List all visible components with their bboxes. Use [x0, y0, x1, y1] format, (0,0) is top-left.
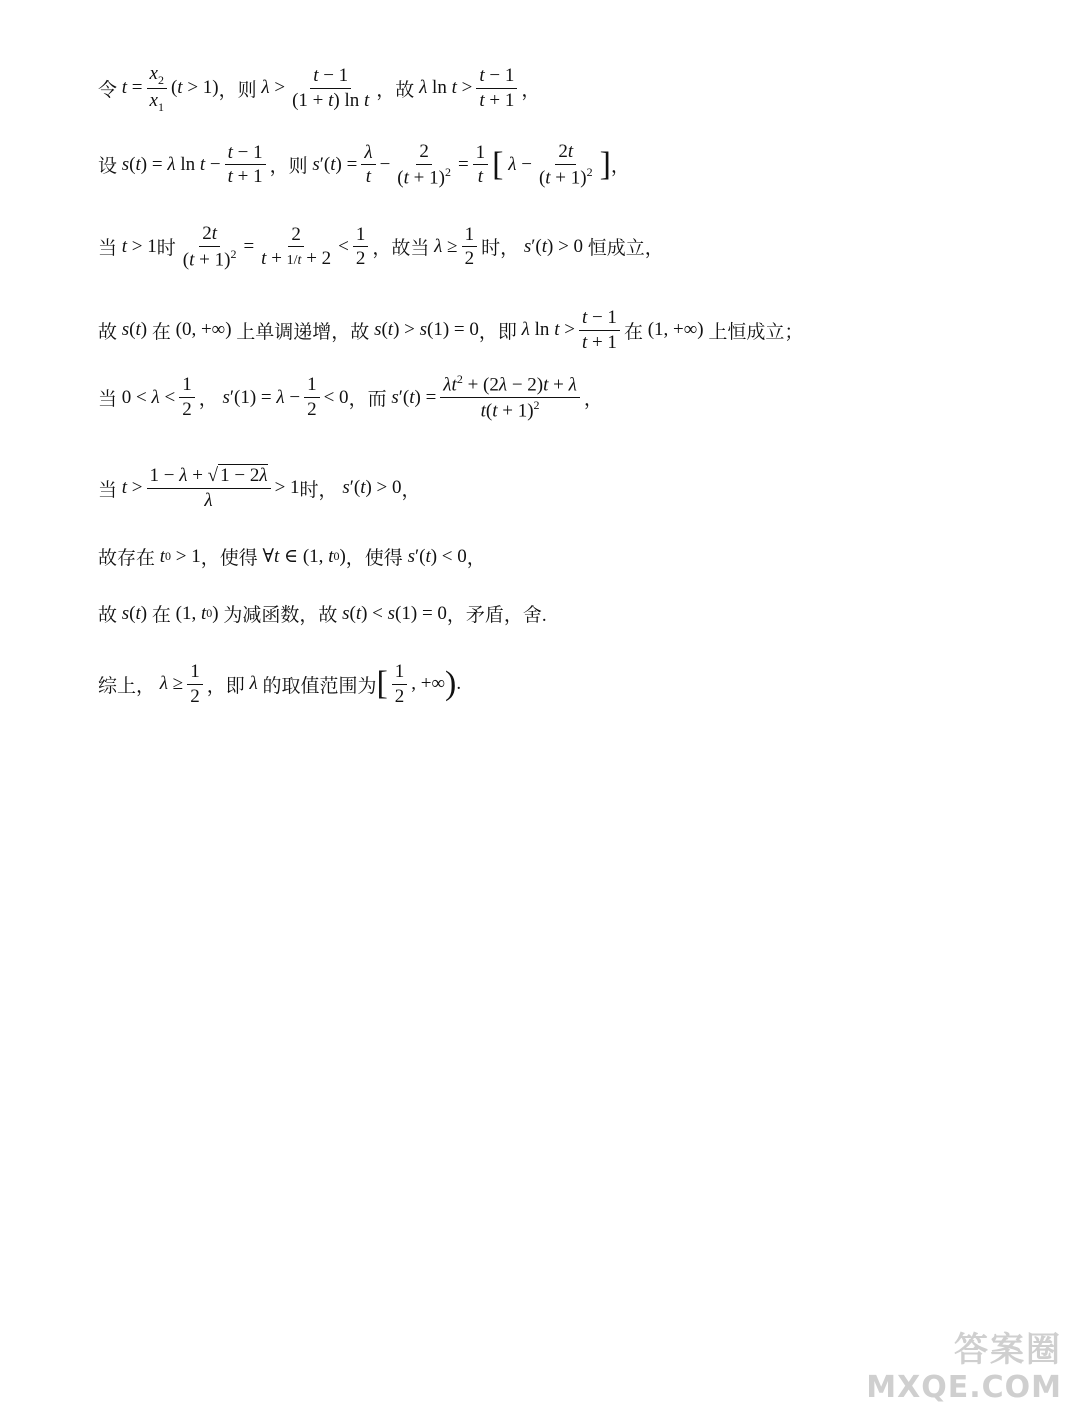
math-line-6: 当 t > $\frac{1 - \lambda + √ 1 - 2\lambda}{\lambda}$ > 1 时， s ′( t ) > 0 ，: [98, 465, 421, 511]
watermark-logo: [866, 1330, 1062, 1405]
math-line-3: 当 t > 1 时 $\frac{2t}{(t + 1)^2}$ = $\frac{2}{t + 1/t + 2}$ < $\frac{1}{2}$ ，故当 λ ≥ $\frac{1}{2}$ 时， s ′( t ) > 0 恒成立，: [98, 223, 664, 271]
math-line-4: 故 s ( t ) 在 (0, +∞) 上单调递增，故 s ( t ) > s (1) = 0 ，即 λ ln t > $\frac{t - 1}{t + 1}$ 在 (1, +∞) 上恒成立；: [98, 307, 804, 353]
math-line-1: 令 t = $\frac{x_2}{x_1}$ ( t > 1) ，则 λ > $\frac{t - 1}{\text{(1 + t) ln t}}$ ，故 λ ln t > $\frac{t - 1}{t + 1}$ ，: [98, 63, 541, 114]
math-line-2: 设 s ( t ) = λ ln t − $\frac{t - 1}{t + 1}$ ，则 s ′( t ) = $\frac{\lambda}{t}$ − $\frac{2}{(t + 1)^2}$ = $\frac{1}{t}$ [ λ − $\frac{2t}{(t + 1)^2}$ ] ，: [98, 141, 630, 189]
math-line-5: 当 0 < λ < $\frac{1}{2}$ ， s ′(1) = λ − $\frac{1}{2}$ < 0 ，而 s ′( t ) = $\frac{\lambda t^2 + (2\lambda - 2)t + \lambda}{t(t + 1)^2}$ ，: [98, 372, 603, 422]
math-line-9: 综上， λ ≥ $\frac{1}{2}$ ，即 λ 的取值范围为 [ $\frac{1}{2}$ , +∞ ) .: [98, 661, 462, 707]
math-line-8: 故 s ( t ) 在 (1, t 0 ) 为减函数，故 s ( t ) < s (1) = 0 ，矛盾，舍.: [98, 602, 547, 626]
watermark-top-text: 答案圈: [954, 1330, 1062, 1370]
watermark-bottom-text: MXQE.COM: [866, 1370, 1062, 1405]
math-line-7: 故存在 t 0 > 1 ，使得 ∀ t ∈ (1, t 0 ) ，使得 s ′( t ) < 0 ，: [98, 545, 486, 569]
